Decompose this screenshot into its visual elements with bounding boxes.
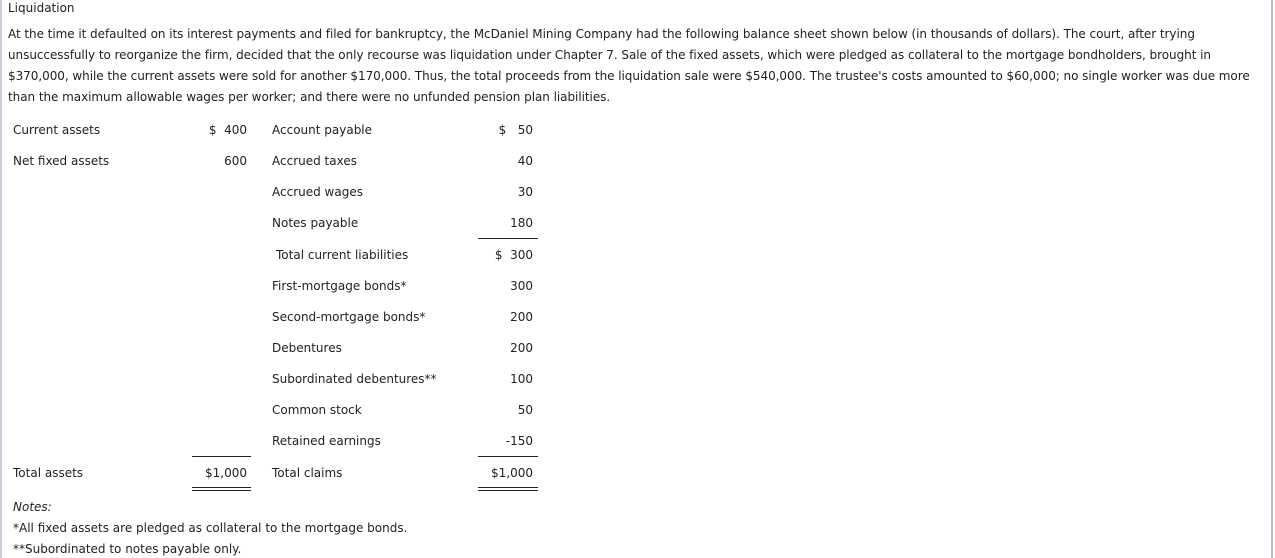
assets-double-rule — [192, 487, 251, 491]
liability-label: Account payable — [272, 123, 373, 137]
total-claims-value: $1,000 — [491, 466, 533, 480]
note-item: *All fixed assets are pledged as collateral to the mortgage bonds. — [13, 521, 408, 535]
liability-value: 100 — [510, 372, 533, 386]
liability-value: 200 — [510, 341, 533, 355]
liability-label: Retained earnings — [272, 434, 381, 448]
liability-label: Notes payable — [272, 216, 359, 230]
total-assets-label: Total assets — [13, 466, 84, 480]
claims-total-rule — [478, 456, 538, 457]
asset-label: Net fixed assets — [13, 154, 110, 168]
liability-label: Accrued wages — [272, 185, 363, 199]
claims-double-rule — [478, 487, 538, 491]
asset-value: 600 — [224, 154, 247, 168]
liability-label: Second-mortgage bonds* — [272, 310, 426, 324]
total-claims-label: Total claims — [272, 466, 343, 480]
assets-total-rule — [192, 456, 251, 457]
liability-label: Total current liabilities — [276, 248, 409, 262]
liability-value: 30 — [517, 185, 533, 199]
liability-value: 300 — [510, 279, 533, 293]
liability-label: Subordinated debentures** — [272, 372, 437, 386]
liability-value: 50 — [517, 403, 533, 417]
asset-label: Current assets — [13, 123, 101, 137]
note-item: **Subordinated to notes payable only. — [13, 542, 242, 556]
liability-label: Accrued taxes — [272, 154, 357, 168]
liability-value: -150 — [505, 434, 533, 448]
liability-value: $ 50 — [498, 123, 533, 137]
problem-paragraph: At the time it defaulted on its interest payments and filed for bankruptcy, the McDaniel Mining Company had the following balance sheet shown below (in thousands of dollars). The court, after trying unsuccessfully to reorganize the firm, decided that the only recourse was liquidation under Chapter 7. Sale of the fixed assets, which were pledged as collateral to the mortgage bondholders, brought in $370,000, while the current assets were sold for another $170,000. Thus, the total proceeds from the liquidation sale were $540,000. The trustee's costs amounted to $60,000; no single worker was due more than the maximum allowable wages per worker; and there were no unfunded pension plan liabilities. — [8, 27, 1250, 104]
liability-value: $ 300 — [494, 248, 533, 262]
asset-value: $ 400 — [208, 123, 247, 137]
section-title: Liquidation — [8, 1, 75, 15]
liability-value: 200 — [510, 310, 533, 324]
liability-label: Common stock — [272, 403, 362, 417]
liability-value: 40 — [517, 154, 533, 168]
subtotal-rule — [478, 238, 538, 239]
total-assets-value: $1,000 — [205, 466, 247, 480]
notes-heading: Notes: — [13, 500, 52, 514]
liability-label: First-mortgage bonds* — [272, 279, 407, 293]
liability-value: 180 — [510, 216, 533, 230]
liability-label: Debentures — [272, 341, 342, 355]
